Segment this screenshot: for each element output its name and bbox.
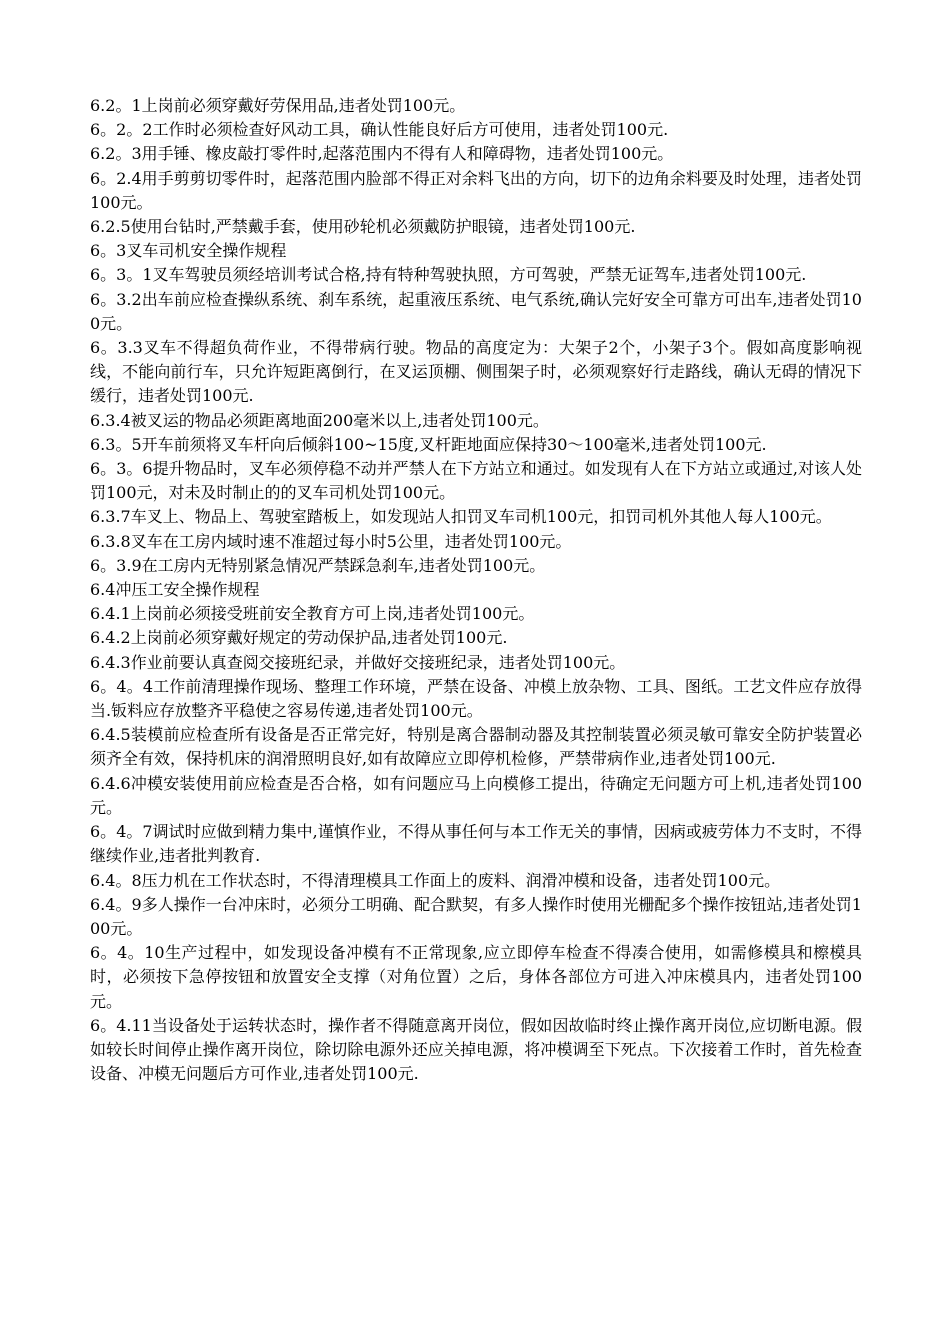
- paragraph-6-3-9: 6。3.9在工房内无特别紧急情况严禁踩急刹车,违者处罚100元。: [90, 555, 546, 575]
- paragraph-6-2-4: 6。2.4用手剪剪切零件时，起落范围内脸部不得正对余料飞出的方向，切下的边角余料要及时处理，违者处罚100元。: [90, 168, 862, 212]
- paragraph-6-4-3: 6.4.3作业前要认真查阅交接班纪录，并做好交接班纪录，违者处罚100元。: [90, 652, 626, 672]
- paragraph-6-3-5: 6.3。5开车前须将叉车杆向后倾斜100~15度,叉杆距地面应保持30～100毫米,违者处罚100元.: [90, 434, 767, 454]
- paragraph-6-4-9: 6.4。9多人操作一台冲床时，必须分工明确、配合默契，有多人操作时使用光栅配多个操作按钮站,违者处罚100元。: [90, 894, 862, 938]
- paragraph-6-4-8: 6.4。8压力机在工作状态时，不得清理模具工作面上的废料、润滑冲模和设备，违者处罚100元。: [90, 870, 781, 890]
- paragraph-6-2-5: 6.2.5使用台钻时,严禁戴手套，使用砂轮机必须戴防护眼镜，违者处罚100元.: [90, 217, 636, 237]
- paragraph-6-4-2: 6.4.2上岗前必须穿戴好规定的劳动保护品,违者处罚100元.: [90, 628, 508, 648]
- section-heading-6-4: 6.4冲压工安全操作规程: [90, 580, 260, 600]
- paragraph-6-3-4: 6.3.4被叉运的物品必须距离地面200毫米以上,违者处罚100元。: [90, 410, 549, 430]
- paragraph-6-3-8: 6.3.8叉车在工房内域时速不准超过每小时5公里，违者处罚100元。: [90, 531, 572, 551]
- paragraph-6-3-6: 6。3。6提升物品时，叉车必须停稳不动并严禁人在下方站立和通过。如发现有人在下方站立或通过,对该人处罚100元，对未及时制止的的叉车司机处罚100元。: [90, 459, 862, 503]
- paragraph-6-3-1: 6。3。1叉车驾驶员须经培训考试合格,持有特种驾驶执照，方可驾驶，严禁无证驾车,违者处罚100元.: [90, 265, 807, 285]
- paragraph-6-4-1: 6.4.1上岗前必须接受班前安全教育方可上岗,违者处罚100元。: [90, 604, 535, 624]
- paragraph-6-4-11: 6。4.11当设备处于运转状态时，操作者不得随意离开岗位，假如因故临时终止操作离开岗位,应切断电源。假如较长时间停止操作离开岗位，除切除电源外还应关掉电源，将冲模调至下死点。下次接着工作时，首先检查设备、冲模无问题后方可作业,违者处罚100元.: [90, 1015, 862, 1084]
- document-body: [90, 94, 862, 1086]
- paragraph-6-3-3: 6。3.3叉车不得超负荷作业，不得带病行驶。物品的高度定为：大架子2个，小架子3个。假如高度影响视线，不能向前行车，只允许短距离倒行，在叉运顶棚、侧围架子时，必须观察好行走路线，确认无碍的情况下缓行，违者处罚100元.: [90, 338, 862, 406]
- paragraph-6-2-1: 6.2。1上岗前必须穿戴好劳保用品,违者处罚100元。: [90, 96, 466, 115]
- section-heading-6-3: 6。3叉车司机安全操作规程: [90, 241, 287, 261]
- paragraph-6-2-2: 6。2。2工作时必须检查好风动工具，确认性能良好后方可使用，违者处罚100元.: [90, 120, 669, 140]
- paragraph-6-4-7: 6。4。7调试时应做到精力集中,谨慎作业，不得从事任何与本工作无关的事情，因病或疲劳体力不支时，不得继续作业,违者批判教育.: [90, 822, 862, 866]
- paragraph-6-4-6: 6.4.6冲模安装使用前应检查是否合格，如有问题应马上向模修工提出，待确定无问题方可上机,违者处罚100元。: [90, 773, 862, 817]
- paragraph-6-3-7: 6.3.7车叉上、物品上、驾驶室踏板上，如发现站人扣罚叉车司机100元，扣罚司机外其他人每人100元。: [90, 507, 832, 527]
- paragraph-6-4-5: 6.4.5装模前应检查所有设备是否正常完好，特别是离合器制动器及其控制装置必须灵敏可靠安全防护装置必须齐全有效，保持机床的润滑照明良好,如有故障应立即停机检修，严禁带病作业,违者处罚100元.: [90, 725, 862, 769]
- paragraph-6-4-10: 6。4。10生产过程中，如发现设备冲模有不正常现象,应立即停车检查不得凑合使用，如需修模具和檫模具时，必须按下急停按钮和放置安全支撑（对角位置）之后，身体各部位方可进入冲床模具内，违者处罚100元。: [90, 943, 862, 1011]
- paragraph-6-3-2: 6。3.2出车前应检查操纵系统、刹车系统，起重液压系统、电气系统,确认完好安全可靠方可出车,违者处罚100元。: [90, 289, 862, 333]
- paragraph-6-4-4: 6。4。4工作前清理操作现场、整理工作环境，严禁在设备、冲模上放杂物、工具、图纸。工艺文件应存放得当.钣料应存放整齐平稳使之容易传递,违者处罚100元。: [90, 676, 862, 721]
- paragraph-6-2-3: 6.2。3用手锤、橡皮敲打零件时,起落范围内不得有人和障碍物，违者处罚100元。: [90, 144, 674, 164]
